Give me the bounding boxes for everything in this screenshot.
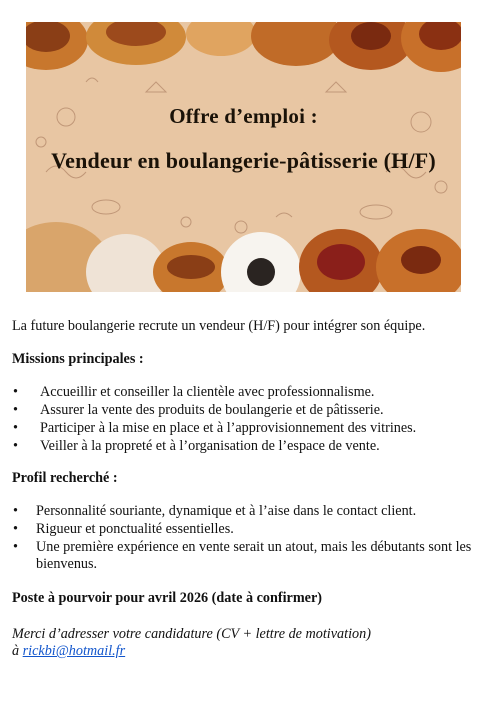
list-item: • Assurer la vente des produits de boulangerie et de pâtisserie. [13, 402, 384, 418]
banner-title-line2: Vendeur en boulangerie-pâtisserie (H/F) [51, 148, 436, 173]
contact-text [12, 626, 482, 660]
banner-title-line1: Offre d’emploi : [169, 104, 318, 128]
list-item: • Une première expérience en vente serait un atout, mais les débutants sont les bienvenus. [13, 539, 472, 572]
list-item: • Accueillir et conseiller la clientèle avec professionnalisme. [13, 384, 375, 400]
top-pastries [26, 22, 461, 72]
missions-heading: Missions principales : [12, 351, 144, 367]
bullet-icon: • [13, 539, 18, 555]
bullet-icon: • [13, 503, 18, 519]
bullet-icon: • [13, 384, 18, 400]
missions-list [12, 384, 482, 455]
poste-date: Poste à pourvoir pour avril 2026 (date à confirmer) [12, 590, 322, 606]
profil-heading: Profil recherché : [12, 470, 118, 486]
list-item: • Rigueur et ponctualité essentielles. [13, 521, 234, 537]
profil-list [12, 503, 482, 573]
list-item: • Participer à la mise en place et à l’approvisionnement des vitrines. [13, 420, 417, 436]
intro-text: La future boulangerie recrute un vendeur (H/F) pour intégrer son équipe. [12, 318, 426, 334]
bullet-icon: • [13, 438, 18, 454]
job-description [12, 318, 482, 660]
contact-prefix: à [12, 643, 20, 659]
bullet-icon: • [13, 420, 18, 436]
contact-line1: Merci d’adresser votre candidature (CV + lettre de motivation) [12, 626, 371, 642]
bullet-icon: • [13, 402, 18, 418]
list-item: • Veiller à la propreté et à l’organisation de l’espace de vente. [13, 438, 380, 454]
email-link[interactable]: rickbi@hotmail.fr [22, 643, 126, 659]
header-banner [26, 22, 461, 292]
list-item: • Personnalité souriante, dynamique et à l’aise dans le contact client. [13, 503, 417, 519]
bullet-icon: • [13, 521, 18, 537]
